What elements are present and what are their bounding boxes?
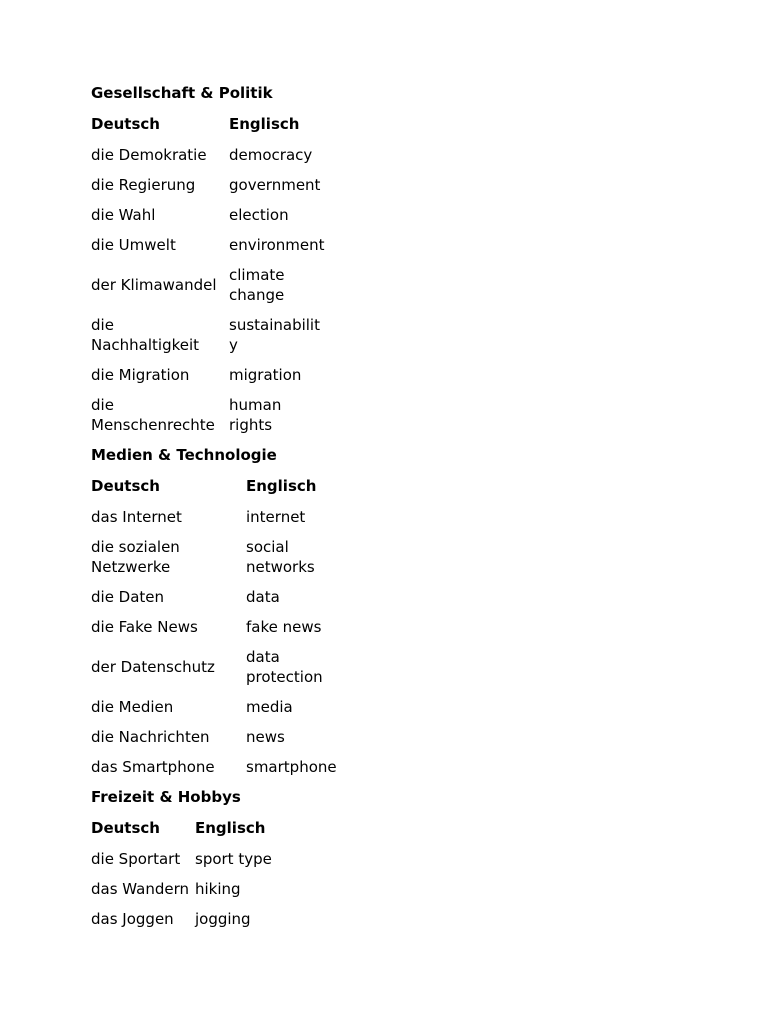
german-term: die Regierung bbox=[91, 176, 196, 194]
english-term: social networks bbox=[246, 538, 315, 576]
english-term: smartphone bbox=[246, 758, 337, 776]
table-row bbox=[91, 874, 337, 904]
table-row bbox=[91, 200, 337, 230]
german-term: die Menschenrechte bbox=[91, 396, 215, 434]
english-term: internet bbox=[246, 508, 306, 526]
document-page bbox=[91, 78, 337, 934]
german-term: die Migration bbox=[91, 366, 190, 384]
english-term: environment bbox=[229, 236, 325, 254]
english-term: government bbox=[229, 176, 321, 194]
column-header-german: Deutsch bbox=[91, 115, 160, 133]
table-row bbox=[91, 532, 337, 582]
german-term: der Datenschutz bbox=[91, 658, 215, 676]
german-term: die Nachhaltigkeit bbox=[91, 316, 200, 354]
german-term: der Klimawandel bbox=[91, 276, 217, 294]
english-term: migration bbox=[229, 366, 302, 384]
table-row bbox=[91, 502, 337, 532]
german-term: das Smartphone bbox=[91, 758, 215, 776]
column-header-english: Englisch bbox=[229, 115, 300, 133]
column-header-english: Englisch bbox=[195, 819, 266, 837]
table-header-row bbox=[91, 471, 337, 502]
table-row bbox=[91, 310, 337, 360]
section-heading: Gesellschaft & Politik bbox=[91, 84, 273, 102]
english-term: hiking bbox=[195, 880, 241, 898]
english-term: climate change bbox=[229, 266, 285, 304]
german-term: die Medien bbox=[91, 698, 174, 716]
german-term: die Fake News bbox=[91, 618, 198, 636]
column-header-english: Englisch bbox=[246, 477, 317, 495]
english-term: news bbox=[246, 728, 285, 746]
table-row bbox=[91, 844, 337, 874]
vocab-section bbox=[91, 440, 337, 782]
table-row bbox=[91, 582, 337, 612]
english-term: fake news bbox=[246, 618, 322, 636]
table-row bbox=[91, 752, 337, 782]
german-term: die Sportart bbox=[91, 850, 181, 868]
table-header-row bbox=[91, 109, 337, 140]
table-row bbox=[91, 642, 337, 692]
table-row bbox=[91, 140, 337, 170]
german-term: die Umwelt bbox=[91, 236, 176, 254]
table-row bbox=[91, 260, 337, 310]
german-term: das Internet bbox=[91, 508, 182, 526]
table-row bbox=[91, 904, 337, 934]
table-header-row bbox=[91, 813, 337, 844]
english-term: human rights bbox=[229, 396, 282, 434]
english-term: sustainabilit y bbox=[229, 316, 320, 354]
table-row bbox=[91, 170, 337, 200]
german-term: die Daten bbox=[91, 588, 165, 606]
german-term: die Nachrichten bbox=[91, 728, 210, 746]
german-term: die Wahl bbox=[91, 206, 156, 224]
english-term: data protection bbox=[246, 648, 323, 686]
english-term: jogging bbox=[195, 910, 251, 928]
table-row bbox=[91, 612, 337, 642]
german-term: die Demokratie bbox=[91, 146, 207, 164]
english-term: democracy bbox=[229, 146, 313, 164]
german-term: die sozialen Netzwerke bbox=[91, 538, 180, 576]
table-row bbox=[91, 692, 337, 722]
table-row bbox=[91, 390, 337, 440]
vocab-section bbox=[91, 782, 337, 934]
table-row bbox=[91, 722, 337, 752]
section-heading: Freizeit & Hobbys bbox=[91, 788, 241, 806]
english-term: election bbox=[229, 206, 289, 224]
german-term: das Joggen bbox=[91, 910, 174, 928]
table-row bbox=[91, 230, 337, 260]
english-term: data bbox=[246, 588, 280, 606]
table-row bbox=[91, 360, 337, 390]
german-term: das Wandern bbox=[91, 880, 190, 898]
english-term: sport type bbox=[195, 850, 272, 868]
vocab-section bbox=[91, 78, 337, 440]
column-header-german: Deutsch bbox=[91, 819, 160, 837]
english-term: media bbox=[246, 698, 293, 716]
column-header-german: Deutsch bbox=[91, 477, 160, 495]
section-heading: Medien & Technologie bbox=[91, 446, 277, 464]
